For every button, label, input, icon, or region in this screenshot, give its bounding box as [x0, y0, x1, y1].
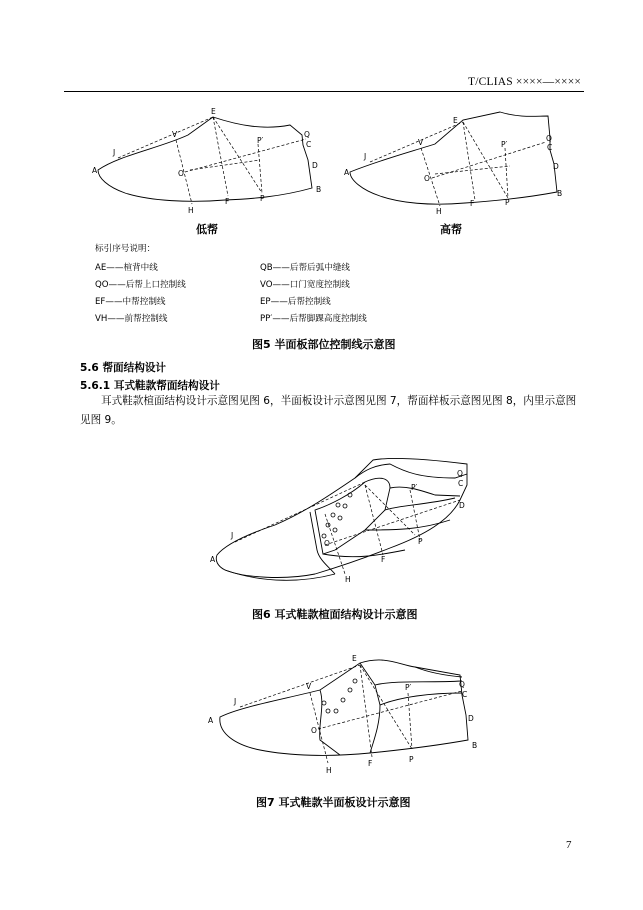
header-rule	[64, 91, 584, 92]
point-E: E	[211, 107, 216, 116]
point-A: A	[208, 716, 214, 725]
point-A: A	[210, 555, 216, 564]
subsection-heading: 5.6.1 耳式鞋款帮面结构设计	[80, 380, 220, 392]
point-O: O	[424, 174, 430, 183]
point-J: J	[231, 531, 234, 540]
point-P: P	[409, 755, 414, 764]
point-B: B	[557, 189, 563, 198]
point-D: D	[459, 501, 465, 510]
point-J: J	[113, 148, 116, 157]
legend-item: QO——后帮上口控制线	[95, 280, 186, 290]
point-H: H	[345, 575, 351, 584]
point-H: H	[436, 207, 442, 216]
point-C: C	[458, 479, 464, 488]
legend-item: PP′——后帮脚踝高度控制线	[260, 314, 367, 324]
point-B: B	[316, 185, 322, 194]
low-cut-label: 低帮	[196, 223, 218, 236]
point-H: H	[188, 206, 194, 215]
point-Q: Q	[546, 134, 552, 143]
legend-item: EP——后帮控制线	[260, 297, 331, 307]
point-D: D	[553, 162, 559, 171]
point-F: F	[470, 199, 475, 208]
low-shoe-point-labels	[92, 107, 321, 215]
page-number: 7	[566, 839, 572, 851]
point-H: H	[326, 766, 332, 775]
point-C: C	[547, 143, 553, 152]
legend-item: AE——楦背中线	[95, 263, 158, 273]
point-E: E	[352, 654, 357, 663]
point-P: P	[260, 194, 265, 203]
point-F: F	[381, 555, 386, 564]
point-J: J	[234, 697, 237, 706]
point-O: O	[311, 726, 317, 735]
legend-item: VH——前帮控制线	[95, 314, 168, 324]
point-B: B	[472, 741, 478, 750]
body-paragraph: 耳式鞋款楦面结构设计示意图见图 6，半面板设计示意图见图 7，帮面样板示意图见图 8，内里示意图见图 9。	[80, 395, 577, 426]
point-P-prime: P′	[405, 683, 412, 692]
figure5-diagrams	[80, 100, 580, 220]
figure6-diagram	[205, 450, 475, 590]
legend-item: EF——中帮控制线	[95, 297, 166, 307]
legend-title: 标引序号说明：	[95, 244, 156, 254]
point-O: O	[324, 539, 330, 548]
figure7-diagram	[200, 645, 490, 780]
point-A: A	[344, 168, 350, 177]
point-P: P	[505, 198, 510, 207]
point-P-prime: P′	[411, 483, 418, 492]
point-J: J	[364, 152, 367, 161]
figure5-caption: 图5 半面板部位控制线示意图	[252, 338, 396, 351]
point-P-prime: P′	[257, 136, 264, 145]
point-E: E	[453, 116, 458, 125]
point-C: C	[462, 690, 468, 699]
point-F: F	[368, 759, 373, 768]
document-code: T/CLIAS ××××—××××	[468, 76, 582, 88]
figure6-caption: 图6 耳式鞋款楦面结构设计示意图	[252, 608, 418, 621]
point-A: A	[92, 166, 98, 175]
point-F: F	[225, 197, 230, 206]
high-shoe-point-labels	[344, 116, 562, 216]
point-O: O	[178, 169, 184, 178]
figure7-caption: 图7 耳式鞋款半面板设计示意图	[256, 796, 411, 809]
point-Q: Q	[459, 680, 465, 689]
point-D: D	[312, 161, 318, 170]
high-cut-label: 高帮	[440, 223, 462, 236]
point-Q: Q	[304, 130, 310, 139]
high-cut-shoe-outline	[350, 112, 557, 206]
low-cut-shoe-outline	[98, 117, 312, 204]
point-V: V	[306, 682, 312, 691]
point-V: V	[418, 138, 424, 147]
point-P-prime: P′	[501, 140, 508, 149]
point-P: P	[418, 537, 423, 546]
legend-item: VO——口门宽度控制线	[260, 280, 350, 290]
point-C: C	[306, 140, 312, 149]
legend-item: QB——后帮后弧中缝线	[260, 263, 351, 273]
point-D: D	[468, 714, 474, 723]
section-heading: 5.6 帮面结构设计	[80, 362, 167, 374]
point-Q: Q	[457, 469, 463, 478]
point-V: V	[172, 130, 178, 139]
